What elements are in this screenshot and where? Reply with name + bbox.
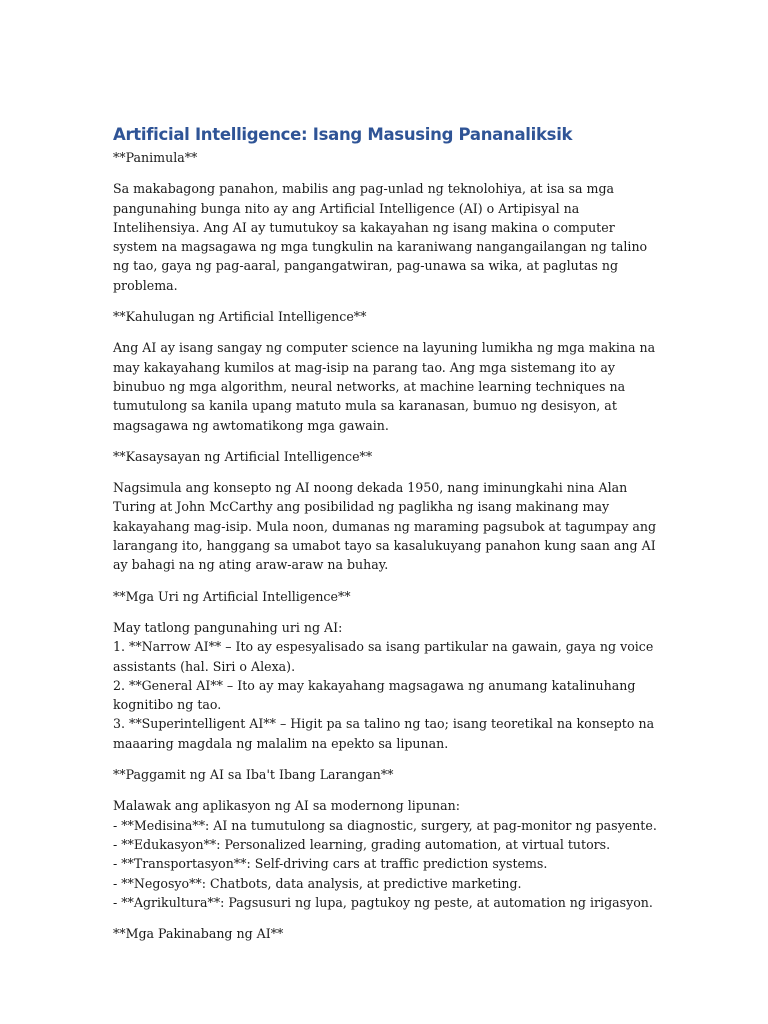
list-intro: May tatlong pangunahing uri ng AI:	[113, 619, 343, 635]
list-item: - **Transportasyon**: Self-driving cars at traffic prediction systems.	[113, 856, 548, 872]
section-heading-paggamit: **Paggamit ng AI sa Iba't Ibang Larangan**	[113, 767, 394, 783]
list-item: 2. **General AI** – Ito ay may kakayahang magsagawa ng anumang katalinuhang kognitibo ng tao.	[113, 677, 636, 713]
section-heading-pakinabang: **Mga Pakinabang ng AI**	[113, 926, 284, 942]
paragraph-kahulugan: Ang AI ay isang sangay ng computer science na layuning lumikha ng mga makina na may kakayahang kumilos at mag-isip na parang tao. Ang mga sistemang ito ay binubuo ng mga algorithm, neural networks, at machine learning techniques na tumutulong sa kanila upang matuto mula sa karanasan, bumuo ng desisyon, at magsagawa ng awtomatikong mga gawain.	[113, 340, 656, 433]
list-paggamit	[113, 796, 658, 912]
section-heading-panimula: **Panimula**	[113, 150, 198, 165]
list-item: 1. **Narrow AI** – Ito ay espesyalisado sa isang partikular na gawain, gaya ng voice assistants (hal. Siri o Alexa).	[113, 639, 654, 674]
list-item: - **Edukasyon**: Personalized learning, grading automation, at virtual tutors.	[113, 836, 611, 852]
list-item: - **Negosyo**: Chatbots, data analysis, at predictive marketing.	[113, 875, 522, 891]
section-heading-kahulugan: **Kahulugan ng Artificial Intelligence**	[113, 309, 367, 325]
paragraph-kasaysayan: Nagsimula ang konsepto ng AI noong dekada 1950, nang iminungkahi nina Alan Turing at John McCarthy ang posibilidad ng paglikha ng isang makinang may kakayahang mag-isip. Mula noon, dumanas ng maraming pagsubok at tagumpay ang larangang ito, hanggang sa umabot tayo sa kasalukuyang panahon kung saan ang AI ay bahagi na ng ating araw-araw na buhay.	[113, 480, 657, 573]
list-item: 3. **Superintelligent AI** – Higit pa sa talino ng tao; isang teoretikal na konsepto na maaaring magdala ng malalim na epekto sa lipunan.	[113, 716, 655, 751]
list-intro: Malawak ang aplikasyon ng AI sa modernong lipunan:	[113, 798, 460, 814]
list-item: - **Medisina**: AI na tumutulong sa diagnostic, surgery, at pag-monitor ng pasyente.	[113, 817, 657, 833]
paragraph-panimula: Sa makabagong panahon, mabilis ang pag-unlad ng teknolohiya, at isa sa mga pangunahing bunga nito ay ang Artificial Intelligence (AI) o Artipisyal na Intelihensiya. Ang AI ay tumutukoy sa kakayahan ng isang makina o computer system na magsagawa ng mga tungkulin na karaniwang nangangailangan ng talino ng tao, gaya ng pag-aaral, pangangatwiran, pag-unawa sa wika, at paglutas ng problema.	[113, 181, 648, 293]
section-heading-uri: **Mga Uri ng Artificial Intelligence**	[113, 588, 351, 604]
document-title: Artificial Intelligence: Isang Masusing Pananaliksik	[113, 125, 573, 144]
list-uri	[113, 618, 658, 753]
section-heading-kasaysayan: **Kasaysayan ng Artificial Intelligence**	[113, 448, 373, 464]
list-item: - **Agrikultura**: Pagsusuri ng lupa, pagtukoy ng peste, at automation ng irigasyon.	[113, 894, 653, 910]
